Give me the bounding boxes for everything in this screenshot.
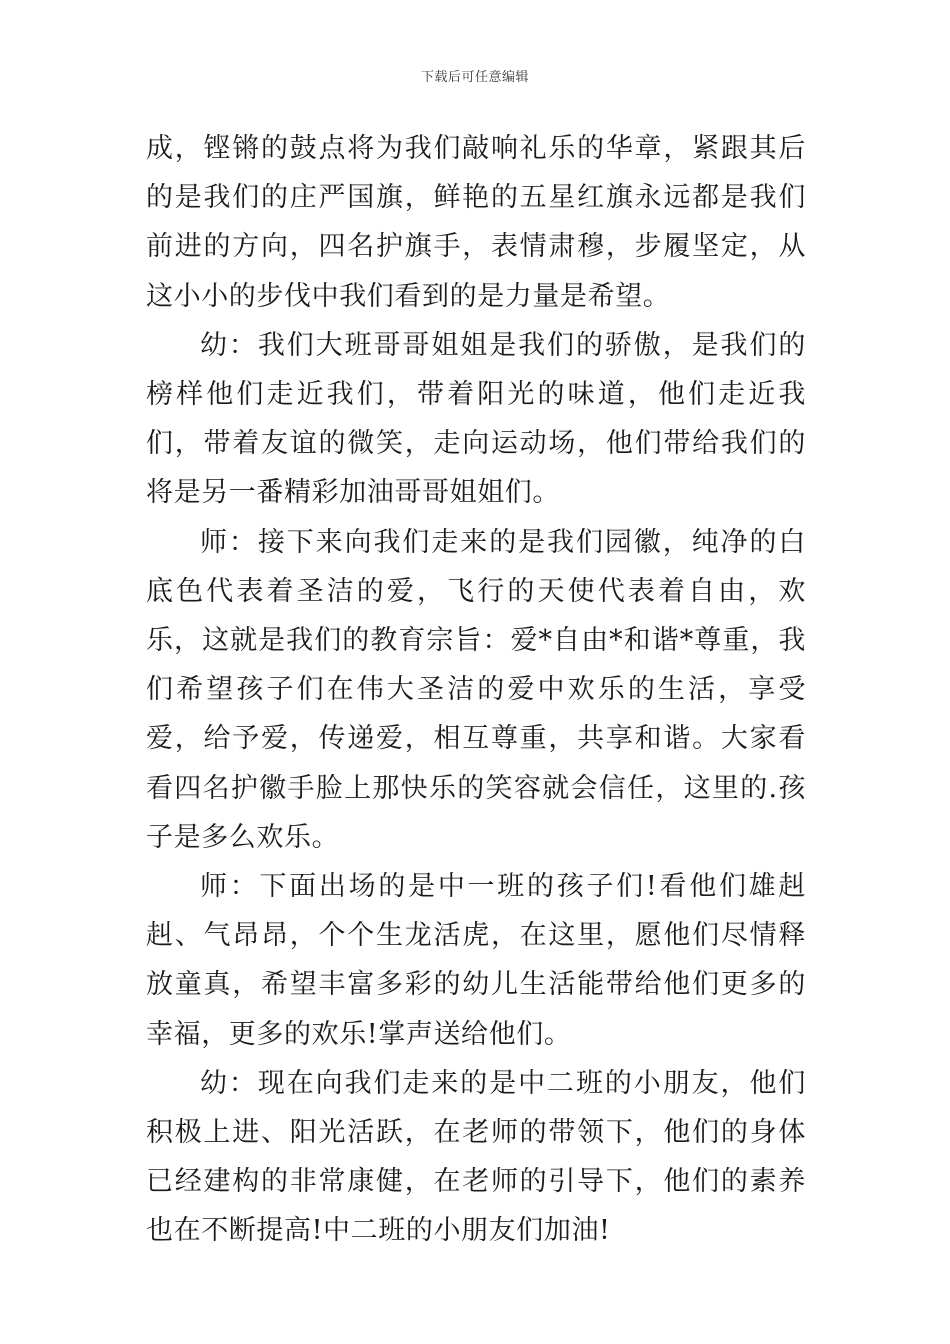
document-body [146,124,806,1256]
paragraph-child-middle-class-two: 幼：现在向我们走来的是中二班的小朋友，他们积极上进、阳光活跃，在老师的带领下，他们的身体已经建构的非常康健，在老师的引导下，他们的素养也在不断提高!中二班的小朋友们加油! [146,1067,806,1247]
paragraph-continuation: 成，铿锵的鼓点将为我们敲响礼乐的华章，紧跟其后的是我们的庄严国旗，鲜艳的五星红旗永远都是我们前进的方向，四名护旗手，表情肃穆，步履坚定，从这小小的步伐中我们看到的是力量是希望。 [146,133,806,312]
paragraph-teacher-middle-class-one: 师：下面出场的是中一班的孩子们!看他们雄赳赳、气昂昂，个个生龙活虎，在这里，愿他们尽情释放童真，希望丰富多彩的幼儿生活能带给他们更多的幸福，更多的欢乐!掌声送给他们。 [146,871,806,1050]
paragraph-child-speaker-senior-class: 幼：我们大班哥哥姐姐是我们的骄傲，是我们的榜样他们走近我们，带着阳光的味道，他们走近我们，带着友谊的微笑，走向运动场，他们带给我们的将是另一番精彩加油哥哥姐姐们。 [146,329,806,509]
paragraph-teacher-school-emblem: 师：接下来向我们走来的是我们园徽，纯净的白底色代表着圣洁的爱，飞行的天使代表着自由，欢乐，这就是我们的教育宗旨：爱*自由*和谐*尊重，我们希望孩子们在伟大圣洁的爱中欢乐的生活，享受爱，给予爱，传递爱，相互尊重，共享和谐。大家看看四名护徽手脸上那快乐的笑容就会信任，这里的.孩子是多么欢乐。 [146,526,806,853]
header-note: 下载后可任意编辑 [420,70,529,85]
